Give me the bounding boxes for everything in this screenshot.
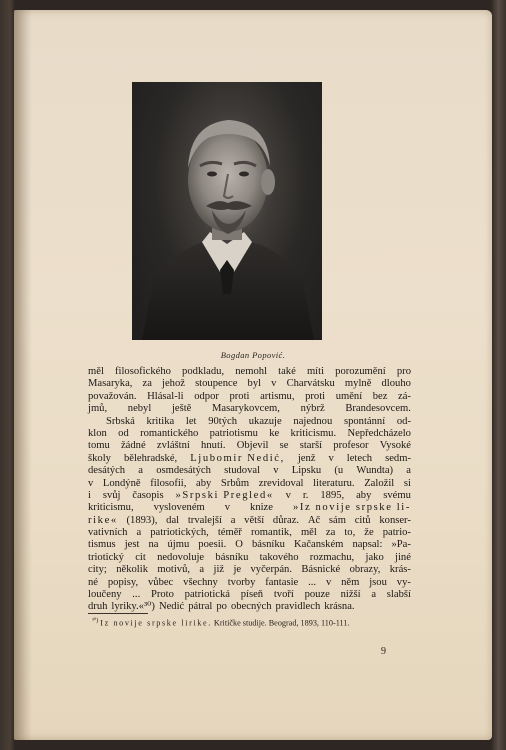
word: považován.	[88, 390, 137, 402]
word: a	[371, 589, 377, 601]
word: najednou	[293, 415, 333, 427]
word: ...	[308, 576, 317, 588]
word: za	[325, 527, 336, 539]
word: Založil	[364, 477, 395, 489]
footnote-text: Kritičke studije. Beograd, 1893, 110-111.	[213, 618, 350, 628]
word: poesii.	[198, 539, 227, 551]
word: (u	[334, 465, 344, 477]
word: konser-	[379, 514, 411, 526]
word: obecných	[230, 601, 272, 613]
word: jako	[365, 551, 384, 563]
text-line	[88, 428, 411, 440]
word: patriotismu	[209, 427, 258, 439]
portrait-photo	[132, 82, 322, 340]
word: a	[199, 564, 205, 576]
word: Nepředcházelo	[347, 427, 411, 439]
word: básníku	[251, 539, 285, 551]
word: krás-	[389, 564, 411, 576]
word: rozmachu,	[309, 551, 355, 563]
word: takového	[259, 551, 299, 563]
word: romantického	[140, 427, 199, 439]
word: i	[88, 489, 91, 501]
word: triotický	[88, 551, 124, 563]
word: studoval	[224, 465, 261, 477]
word: to,	[344, 527, 356, 539]
word: a	[230, 514, 236, 526]
word: nedovoluje	[157, 551, 205, 563]
book-page	[14, 10, 492, 740]
word: a	[138, 465, 143, 477]
word: popisy,	[107, 576, 139, 588]
word: v	[273, 465, 279, 477]
word: měl	[88, 366, 104, 377]
word: desátých	[88, 465, 126, 477]
word: bělehradské,	[123, 452, 178, 464]
word: Srbská	[106, 415, 135, 427]
word: sedm-	[385, 452, 411, 464]
word: knize	[250, 502, 273, 514]
word: a	[136, 527, 142, 539]
word: Masaryka,	[88, 378, 133, 390]
text-line	[88, 453, 411, 465]
text-line	[88, 502, 411, 514]
word: »Iz novije srpske li-	[292, 502, 411, 514]
word: svému	[383, 489, 411, 501]
word: téměř	[217, 527, 242, 539]
word: slabší	[386, 589, 411, 601]
word: r.	[302, 489, 309, 501]
word: od	[118, 427, 129, 439]
word: loučeny	[88, 589, 122, 601]
word: jehož	[162, 378, 185, 390]
word: motivů,	[157, 564, 191, 576]
word: jiné	[395, 551, 411, 563]
word: jest	[124, 539, 140, 551]
spine-shadow	[14, 10, 32, 740]
word: Proto	[150, 589, 174, 601]
text-line	[88, 478, 411, 490]
word: »Srpski Pregled«	[175, 489, 274, 501]
word: újmu	[167, 539, 190, 551]
word: romantik,	[250, 527, 292, 539]
text-line	[88, 403, 411, 415]
footnote-mark: ³⁰)	[92, 618, 99, 624]
word: žádné	[120, 440, 146, 452]
word: hnutí.	[201, 440, 226, 452]
word: v	[328, 452, 334, 464]
word: obrazy,	[349, 564, 381, 576]
word: odpor	[194, 390, 219, 402]
word: filosofického	[115, 366, 171, 377]
word: vy-	[396, 576, 411, 588]
word: profesor	[333, 440, 369, 452]
word: v	[224, 502, 231, 514]
word: O	[235, 539, 243, 551]
word: školy	[88, 452, 111, 464]
word: ještě	[171, 403, 192, 415]
word: patriotických,	[150, 527, 209, 539]
word: v	[285, 489, 291, 501]
word: míti	[306, 366, 325, 377]
word: ke	[269, 427, 280, 439]
word: básníku	[215, 551, 249, 563]
word: od-	[396, 415, 411, 427]
word: důraz.	[272, 514, 300, 526]
word: lyriky.«³⁰)	[111, 601, 155, 613]
word: pouze	[304, 589, 330, 601]
word: jsou	[369, 576, 387, 588]
word: svůj	[102, 489, 121, 501]
word: Masarykovcem,	[211, 403, 280, 415]
word: pátral	[188, 601, 213, 613]
word: Brandesovcem.	[345, 403, 411, 415]
word: né	[88, 576, 98, 588]
word: osmdesátých	[156, 465, 211, 477]
word: zrevidoval	[258, 477, 304, 489]
word: všechny	[183, 576, 218, 588]
word: klon	[88, 427, 107, 439]
word: druh	[88, 601, 108, 613]
word: proti	[305, 390, 326, 402]
word: něm	[341, 576, 360, 588]
word: trvalejší	[187, 514, 222, 526]
word: také	[278, 366, 296, 377]
word: již	[213, 564, 225, 576]
word: napsal:	[352, 539, 383, 551]
word: filosofii,	[150, 477, 187, 489]
word: aby	[356, 489, 372, 501]
word: (1893),	[126, 514, 158, 526]
footnote-title: Iz novije srpske lirike.	[100, 618, 212, 628]
word: nýbrž	[300, 403, 325, 415]
word: cit	[135, 551, 146, 563]
word: zvláštní	[156, 440, 190, 452]
photo-caption: Bogdan Popović.	[220, 350, 286, 360]
word: 1895,	[320, 489, 345, 501]
body-text	[88, 366, 411, 614]
word: kriticismu.	[290, 427, 337, 439]
word: fantasie	[265, 576, 299, 588]
word: měl	[300, 527, 317, 539]
word: že	[364, 527, 374, 539]
word: zá-	[398, 390, 411, 402]
text-line	[88, 552, 411, 564]
word: Ač	[307, 514, 321, 526]
word: Nedić	[158, 601, 185, 613]
word: Wundta)	[356, 465, 394, 477]
text-line	[88, 539, 411, 551]
word: pro	[396, 366, 411, 377]
footnote-rule	[88, 613, 148, 614]
word: artismu,	[260, 390, 295, 402]
word: jenž	[297, 452, 316, 464]
word: spontánní	[343, 415, 386, 427]
text-line	[88, 515, 411, 527]
word: Londýně	[102, 477, 141, 489]
word: dlouho	[381, 378, 411, 390]
word: proti	[229, 390, 250, 402]
word: píseň	[240, 589, 264, 601]
word: v	[88, 477, 94, 489]
word: sám	[328, 514, 346, 526]
word: za	[142, 378, 152, 390]
word: patrio-	[382, 527, 411, 539]
portrait-illustration	[132, 82, 322, 340]
word: mylně	[344, 378, 372, 390]
word: je	[233, 564, 242, 576]
word: tomu	[88, 440, 110, 452]
word: Charvátsku	[286, 378, 335, 390]
word: Objevil	[236, 440, 269, 452]
word: podkladu,	[182, 366, 225, 377]
word: vůbec	[147, 576, 174, 588]
word: byl	[247, 378, 262, 390]
word: tismus	[88, 539, 116, 551]
text-line	[88, 601, 411, 613]
word: vysloveném	[153, 502, 205, 514]
word: city;	[88, 564, 107, 576]
text-line	[88, 564, 411, 576]
word: Vysoké	[379, 440, 411, 452]
text-line	[88, 577, 411, 589]
word: Srbům	[220, 477, 250, 489]
word: tvoří	[273, 589, 294, 601]
word: let	[185, 415, 197, 427]
word: nebyl	[127, 403, 152, 415]
word: rike«	[88, 514, 118, 526]
word: a	[406, 465, 411, 477]
text-line	[88, 416, 411, 428]
word: literaturu.	[313, 477, 355, 489]
text-line	[88, 465, 411, 477]
text-line	[88, 490, 411, 502]
word: krásna.	[324, 601, 355, 613]
word: si	[403, 477, 411, 489]
word: nižší	[340, 589, 361, 601]
word: Lipsku	[291, 465, 322, 477]
word: letech	[346, 452, 373, 464]
word: 90tých	[208, 415, 238, 427]
word: kritika	[146, 415, 175, 427]
word: umění	[335, 390, 363, 402]
word: se	[279, 440, 289, 452]
word: nemohl	[235, 366, 268, 377]
word: v	[271, 378, 277, 390]
text-line	[88, 391, 411, 403]
text-line	[88, 440, 411, 452]
text-line	[88, 366, 411, 378]
word: »Pa-	[391, 539, 411, 551]
word: dal	[166, 514, 180, 526]
word: Ljubomir Nedić,	[190, 452, 285, 464]
word: ...	[132, 589, 141, 601]
word: po	[216, 601, 227, 613]
word: několik	[116, 564, 148, 576]
word: porozumění	[335, 366, 386, 377]
word: stoupence	[195, 378, 238, 390]
text-line	[88, 589, 411, 601]
word: starší	[299, 440, 323, 452]
word: Básnické	[301, 564, 341, 576]
word: citů	[354, 514, 371, 526]
word: časopis	[132, 489, 164, 501]
footnote	[92, 616, 411, 629]
word: na	[148, 539, 159, 551]
word: kriticismu,	[88, 502, 134, 514]
word: vyčerpán.	[250, 564, 292, 576]
word: aby	[196, 477, 212, 489]
word: bez	[372, 390, 388, 402]
word: Hlásal-li	[147, 390, 184, 402]
word: pravidlech	[275, 601, 321, 613]
word: patriotická	[184, 589, 230, 601]
word: Kačanském	[293, 539, 344, 551]
word: větší	[244, 514, 265, 526]
word: v	[325, 576, 332, 588]
text-line	[88, 378, 411, 390]
word: vativních	[88, 527, 128, 539]
word: jmů,	[88, 403, 108, 415]
word: ukazuje	[248, 415, 282, 427]
text-line	[88, 527, 411, 539]
word: tvorby	[227, 576, 256, 588]
page-number: 9	[381, 646, 386, 657]
